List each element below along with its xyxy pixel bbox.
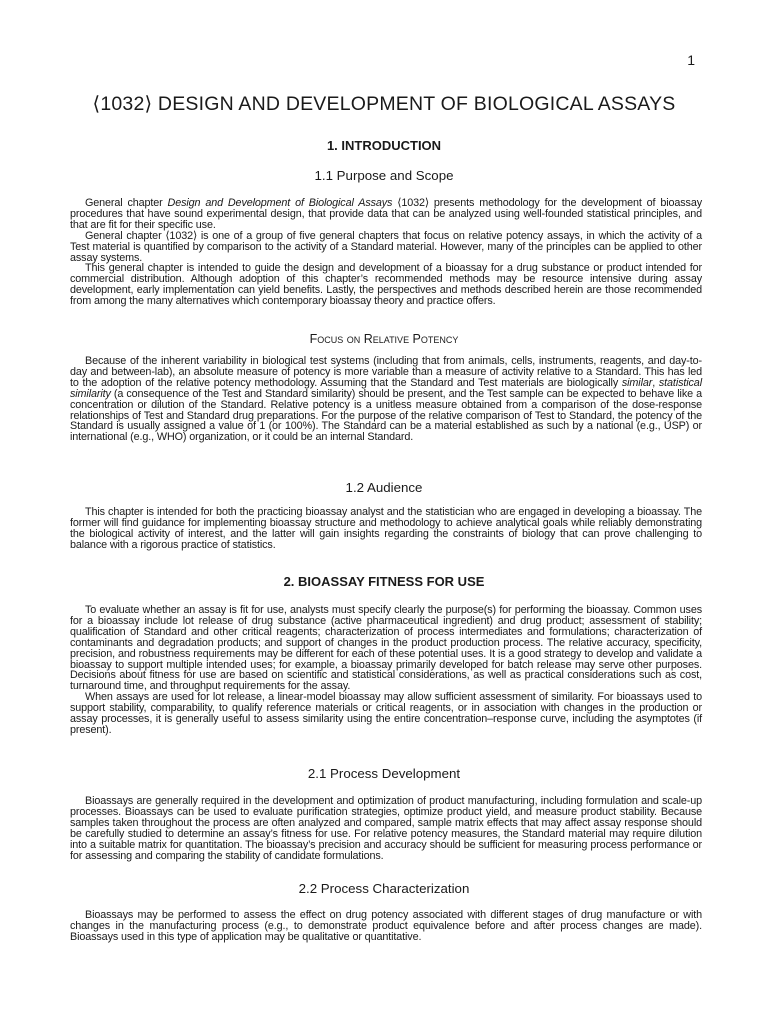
paragraph: Bioassays may be performed to assess the effect on drug potency associated with different stages of drug manufacture or with changes in the manufacturing process (e.g., to demonstrate product equivalence before and after process changes are made). Bioassays used in this type of application may be qualitative or quantitative. <box>70 909 702 943</box>
paragraph: Because of the inherent variability in biological test systems (including that from animals, cells, instruments, reagents, and day-to-day and between-lab), an absolute measure of potency is more variable than a measure of activity relative to a Standard. This has led to the adoption of the relative potency methodology. Assuming that the Standard and Test materials are biologically similar, statistical similarity (a consequence of the Test and Standard similarity) should be present, and the Test sample can be expected to behave like a concentration or dilution of the Standard. Relative potency is a unitless measure obtained from a comparison of the dose-response relationships of Test and Standard drug preparations. For the purpose of the relative comparison of Test to Standard, the potency of the Standard is usually assigned a value of 1 (or 100%). The Standard can be a material established as such by a national (e.g., USP) or international (e.g., WHO) organization, or it could be an internal Standard. <box>70 355 702 444</box>
paragraph: Bioassays are generally required in the development and optimization of product manufacturing, including formulation and scale-up processes. Bioassays can be used to evaluate purification strategies, optimize product yield, and measure product stability. Because samples taken throughout the process are often analyzed and compared, sample matrix effects that may affect assay response should be carefully studied to determine an assay’s fitness for use. For relative potency measures, the Standard material may require dilution into a suitable matrix for quantitation. The bioassay’s precision and accuracy should be sufficient for measuring process performance or for assessing and comparing the stability of candidate formulations. <box>70 795 702 862</box>
paragraph: When assays are used for lot release, a linear-model bioassay may allow sufficient assessment of similarity. For bioassays used to support stability, comparability, to qualify reference materials or critical reagents, or in association with changes in the production or assay processes, it is generally useful to assess similarity using the entire concentration–response curve, including the asymptotes (if present). <box>70 691 702 736</box>
process-characterization-text <box>70 910 702 943</box>
fitness-for-use-text <box>70 605 702 736</box>
paragraph: General chapter Design and Development of Biological Assays ⟨1032⟩ presents methodology for the development of bioassay procedures that have sound experimental design, that provide data that can be analyzed using well-founded statistical principles, and that are fit for their specific use. <box>70 197 702 231</box>
paragraph: This general chapter is intended to guide the design and development of a bioassay for a drug substance or product intended for commercial distribution. Although adoption of this chapter’s recommended methods may be resource intensive during assay development, early implementation can yield benefits. Lastly, the perspectives and methods described herein are those recommended from among the many alternatives which contemporary bioassay theory and practice offers. <box>70 262 702 308</box>
section-heading-fitness-for-use: 2. BIOASSAY FITNESS FOR USE <box>283 574 485 589</box>
page-title: ⟨1032⟩ DESIGN AND DEVELOPMENT OF BIOLOGICAL ASSAYS <box>92 93 676 115</box>
purpose-scope-text <box>70 198 702 307</box>
subsection-heading-purpose-scope: 1.1 Purpose and Scope <box>314 168 454 183</box>
paragraph: This chapter is intended for both the practicing bioassay analyst and the statistician who are engaged in developing a bioassay. The former will find guidance for implementing bioassay structure and methodology to achieve analytical goals while reliably demonstrating the biological activity of interest, and the latter will gain insights regarding the constraints of biology that can prove challenging to balance with a rigorous practice of statistics. <box>70 506 702 551</box>
paragraph: To evaluate whether an assay is fit for use, analysts must specify clearly the purpose(s) for performing the bioassay. Common uses for a bioassay include lot release of drug substance (active pharmaceutical ingredient) and drug product; assessment of stability; qualification of Standard and other critical reagents; characterization of process intermediates and formulations; characterization of contaminants and degradation products; and support of changes in the product production process. The relative accuracy, specificity, precision, and robustness requirements may be different for each of these potential uses. It is a good strategy to develop and validate a bioassay to support multiple intended uses; for example, a bioassay primarily developed for batch release may serve other purposes. Decisions about fitness for use are based on scientific and statistical considerations, as well as practical considerations such as cost, turnaround time, and throughput requirements for the assay. <box>70 604 702 693</box>
subheading-focus-relative-potency: Focus on Relative Potency <box>309 332 459 346</box>
section-heading-introduction: 1. INTRODUCTION <box>326 138 442 153</box>
subsection-heading-audience: 1.2 Audience <box>345 480 423 495</box>
audience-text <box>70 507 702 551</box>
subsection-heading-process-characterization: 2.2 Process Characterization <box>298 881 470 896</box>
page-number: 1 <box>687 52 695 68</box>
focus-relative-potency-text <box>70 356 702 443</box>
subsection-heading-process-development: 2.1 Process Development <box>307 766 461 781</box>
process-development-text <box>70 796 702 861</box>
paragraph: General chapter ⟨1032⟩ is one of a group of five general chapters that focus on relative potency assays, in which the activity of a Test material is quantified by comparison to the activity of a Standard material. However, many of the principles can be applied to other assay systems. <box>70 229 702 264</box>
